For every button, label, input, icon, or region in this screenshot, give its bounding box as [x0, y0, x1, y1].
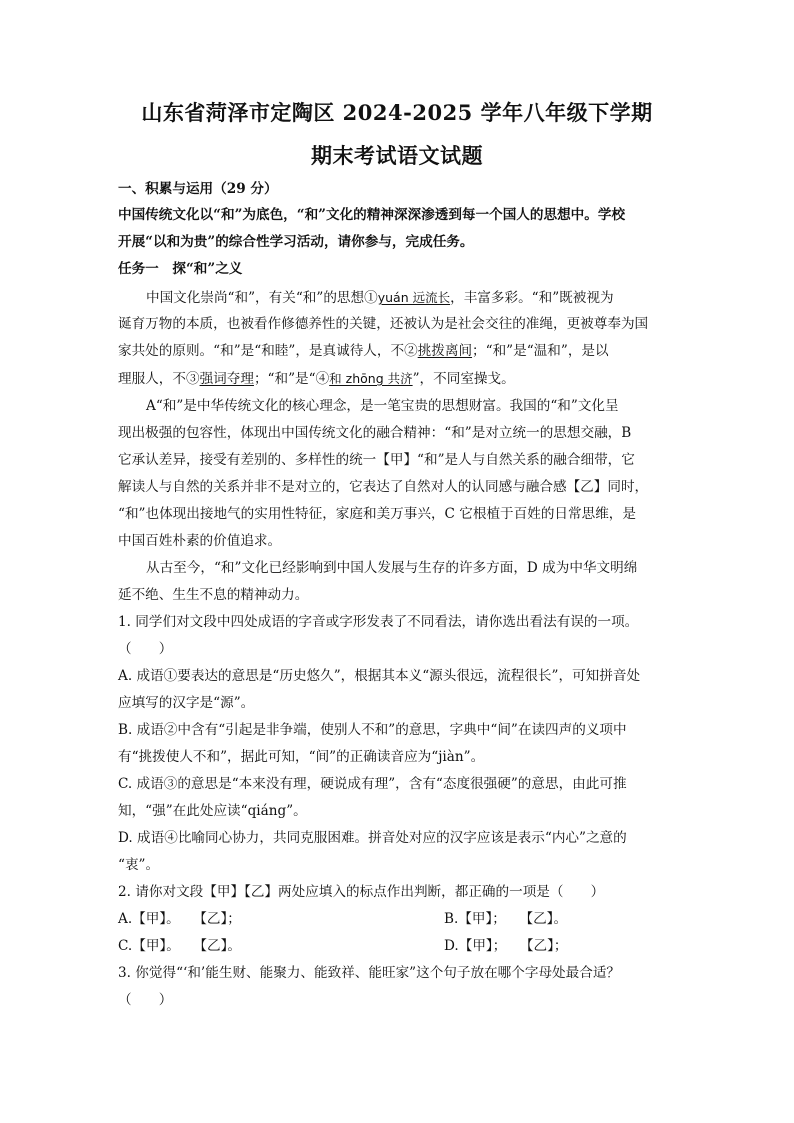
option-c: C.【甲】。 【乙】。: [118, 938, 241, 954]
text-span: ；“和”是“④: [253, 371, 330, 387]
option-a: A.【甲】。 【乙】；: [118, 911, 241, 927]
question-2-options-row-1: [118, 911, 678, 928]
paragraph-2-line-3: 它承认差异，接受有差别的、多样性的统一【甲】“和”是人与自然关系的融合细带，它: [118, 452, 635, 468]
idiom-underline-3: 强词夺理: [199, 371, 254, 387]
paragraph-2-line-4: 解读人与自然的关系并非不是对立的，它表达了自然对人的认同感与融合感【乙】同时，: [118, 479, 649, 495]
text-span: 理服人，不③: [118, 371, 200, 387]
text-span: ”，不同室操戈。: [412, 371, 515, 387]
option-d: D.【甲】； 【乙】；: [444, 938, 568, 954]
text-span: ，丰富多彩。“和”既被视为: [450, 290, 614, 306]
text-span: 家共处的原则。“和”是“和睦”，是真诚待人，不②: [118, 343, 418, 359]
question-2-stem: 2. 请你对文段【甲】【乙】两处应填入的标点作出判断，都正确的一项是（ ）: [118, 884, 605, 900]
paragraph-3-line-2: 延不绝、生生不息的精神动力。: [118, 587, 309, 603]
answer-parentheses: （ ）: [118, 641, 173, 657]
idiom-underline-4: 和 zhōng 共济: [329, 371, 413, 386]
option-a-line-1: A. 成语①要表达的意思是“历史悠久”，根据其本义“源头很远，流程很长”，可知拼音处: [118, 668, 641, 684]
section-heading: 一、积累与运用（29 分）: [118, 181, 278, 197]
question-1-stem: 1. 同学们对文段中四处成语的字音或字形发表了不同看法，请你选出看法有误的一项。: [118, 614, 639, 630]
text-span: ；“和”是“温和”，是以: [472, 343, 609, 359]
option-d-line-1: D. 成语④比喻同心协力，共同克服困难。拼音处对应的汉字应该是表示“内心”之意的: [118, 830, 627, 846]
paragraph-2-line-6: 中国百姓朴素的价值追求。: [118, 533, 282, 549]
document-title: 山东省菏泽市定陶区 2024-2025 学年八年级下学期: [141, 100, 653, 125]
question-3-stem: 3. 你觉得“‘和’能生财、能聚力、能致祥、能旺家”这个句子放在哪个字母处最合适？: [118, 965, 621, 981]
text-span: 中国文化崇尚“和”，有关“和”的思想①: [146, 290, 378, 306]
answer-parentheses: （ ）: [118, 992, 173, 1008]
paragraph-1-line-2: 诞育万物的本质，也被看作修德养性的关键，还被认为是社会交往的准绳，更被尊奉为国: [118, 316, 649, 332]
option-c-line-2: 知，“强”在此处应读“qiáng”。: [118, 803, 307, 819]
section-intro-line-1: 中国传统文化以“和”为底色，“和”文化的精神深深渗透到每一个国人的思想中。学校: [118, 207, 626, 223]
paragraph-1-line-3: [118, 343, 678, 360]
paragraph-1-line-4: [118, 370, 678, 388]
paragraph-1-line-1: [118, 289, 706, 307]
paragraph-2-line-1: A“和”是中华传统文化的核心理念，是一笔宝贵的思想财富。我国的“和”文化呈: [146, 398, 619, 414]
paragraph-2-line-5: “和”也体现出接地气的实用性特征，家庭和美万事兴，C 它根植于百姓的日常思维，是: [118, 506, 636, 522]
option-a-line-2: 应填写的汉字是“源”。: [118, 695, 255, 711]
idiom-underline-2: 挑拨离间: [417, 343, 473, 359]
option-b: B.【甲】； 【乙】。: [444, 911, 568, 927]
paragraph-3-line-1: 从古至今，“和”文化已经影响到中国人发展与生存的许多方面，D 成为中华文明绵: [146, 560, 638, 576]
section-intro-line-2: 开展“以和为贵”的综合性学习活动，请你参与，完成任务。: [118, 234, 474, 250]
document-subtitle: 期末考试语文试题: [311, 143, 483, 168]
question-2-options-row-2: [118, 938, 678, 955]
option-b-line-2: 有“挑拨使人不和”，据此可知，“间”的正确读音应为“jiàn”。: [118, 749, 485, 765]
blank-pinyin-1: yuán 远流长: [377, 290, 451, 305]
option-c-line-1: C. 成语③的意思是“本来没有理，硬说成有理”，含有“态度很强硬”的意思，由此可推: [118, 776, 627, 792]
task-heading: 任务一 探“和”之义: [118, 261, 243, 277]
option-d-line-2: “衷”。: [118, 857, 160, 873]
option-b-line-1: B. 成语②中含有“引起是非争端，使别人不和”的意思，字典中“间”在读四声的义项中: [118, 722, 627, 738]
paragraph-2-line-2: 现出极强的包容性，体现出中国传统文化的融合精神：“和”是对立统一的思想交融，B: [118, 425, 632, 441]
